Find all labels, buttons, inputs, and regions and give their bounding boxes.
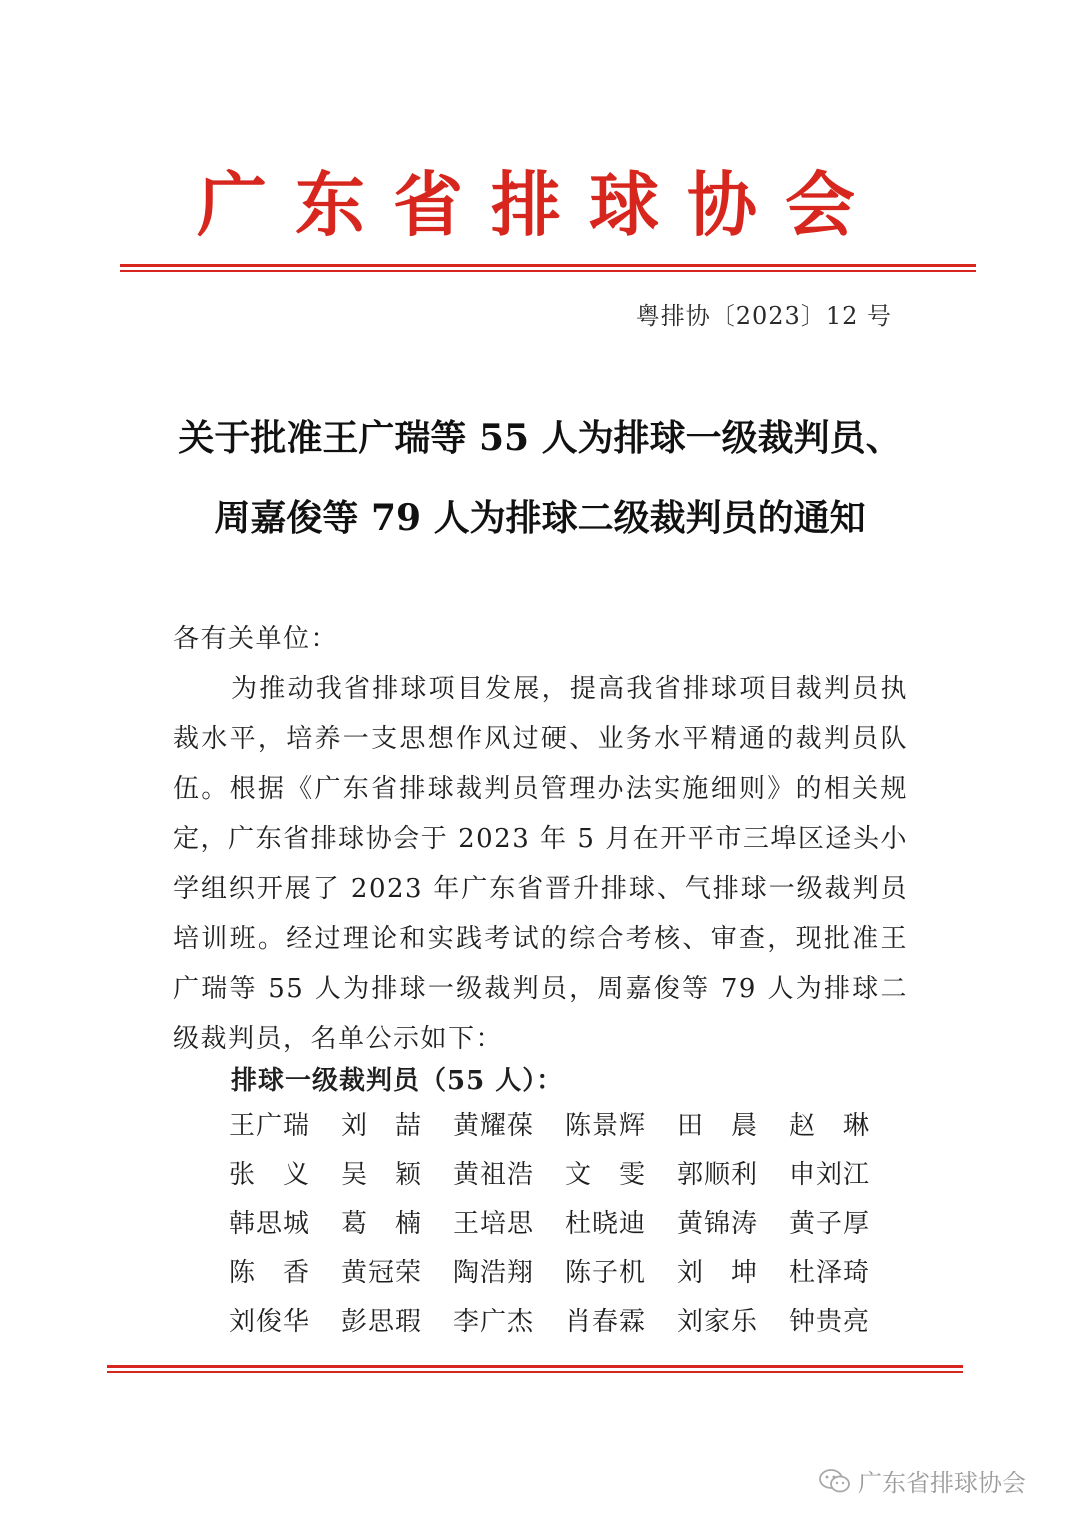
referee-name: 黄耀葆 (453, 1111, 535, 1141)
wechat-icon (818, 1467, 852, 1495)
referee-name: 彭思瑕 (341, 1307, 423, 1337)
referee-name: 钟贵亮 (789, 1307, 871, 1337)
referee-name: 韩思城 (229, 1209, 311, 1239)
salutation: 各有关单位： (173, 624, 339, 654)
wechat-watermark (818, 1463, 1026, 1498)
referee-name: 葛 楠 (341, 1209, 423, 1239)
masthead-divider (120, 264, 976, 272)
notice-title-line-1: 关于批准王广瑞等 55 人为排球一级裁判员、 (178, 417, 902, 459)
referee-name: 陈 香 (229, 1258, 311, 1288)
referee-name: 陈子机 (565, 1258, 647, 1288)
referee-name: 郭顺利 (677, 1160, 759, 1190)
referee-name: 王培思 (453, 1209, 535, 1239)
referee-name: 杜晓迪 (565, 1209, 647, 1239)
referee-name: 肖春霖 (565, 1307, 647, 1337)
referee-name: 王广瑞 (229, 1111, 311, 1141)
referee-name: 陶浩翔 (453, 1258, 535, 1288)
referee-name: 张 义 (229, 1160, 311, 1190)
referee-name: 黄冠荣 (341, 1258, 423, 1288)
referee-name: 吴 颖 (341, 1160, 423, 1190)
watermark-text: 广东省排球协会 (858, 1469, 1026, 1497)
referee-name: 田 晨 (677, 1111, 759, 1141)
referee-name: 刘俊华 (229, 1307, 311, 1337)
organization-masthead: 广东省排球协会 (197, 163, 883, 246)
referee-name: 赵 琳 (789, 1111, 871, 1141)
referee-name: 杜泽琦 (789, 1258, 871, 1288)
referee-name: 申刘江 (789, 1160, 871, 1190)
referee-names-grid (229, 1105, 889, 1350)
document-number: 粤排协〔2023〕12 号 (635, 302, 892, 330)
page-bottom-divider (107, 1365, 963, 1373)
referee-name: 刘 坤 (677, 1258, 759, 1288)
body-paragraph: 为推动我省排球项目发展，提高我省排球项目裁判员执裁水平，培养一支思想作风过硬、业务水平精通的裁判员队伍。根据《广东省排球裁判员管理办法实施细则》的相关规定，广东省排球协会于 2023 年 5 月在开平市三埠区迳头小学组织开展了 2023 年广东省晋升排球、气排球一级裁判员培训班。经过理论和实践考试的综合考核、审查，现批准王广瑞等 55 人为排球一级裁判员，周嘉俊等 79 人为排球二级裁判员，名单公示如下： (173, 674, 908, 1054)
referee-list-heading: 排球一级裁判员（55 人）： (231, 1066, 564, 1096)
referee-name: 李广杰 (453, 1307, 535, 1337)
referee-name: 刘 喆 (341, 1111, 423, 1141)
referee-name: 文 雯 (565, 1160, 647, 1190)
referee-name: 黄子厚 (789, 1209, 871, 1239)
referee-name: 黄祖浩 (453, 1160, 535, 1190)
notice-title-line-2: 周嘉俊等 79 人为排球二级裁判员的通知 (214, 497, 866, 539)
referee-name: 黄锦涛 (677, 1209, 759, 1239)
referee-name: 陈景辉 (565, 1111, 647, 1141)
referee-name: 刘家乐 (677, 1307, 759, 1337)
